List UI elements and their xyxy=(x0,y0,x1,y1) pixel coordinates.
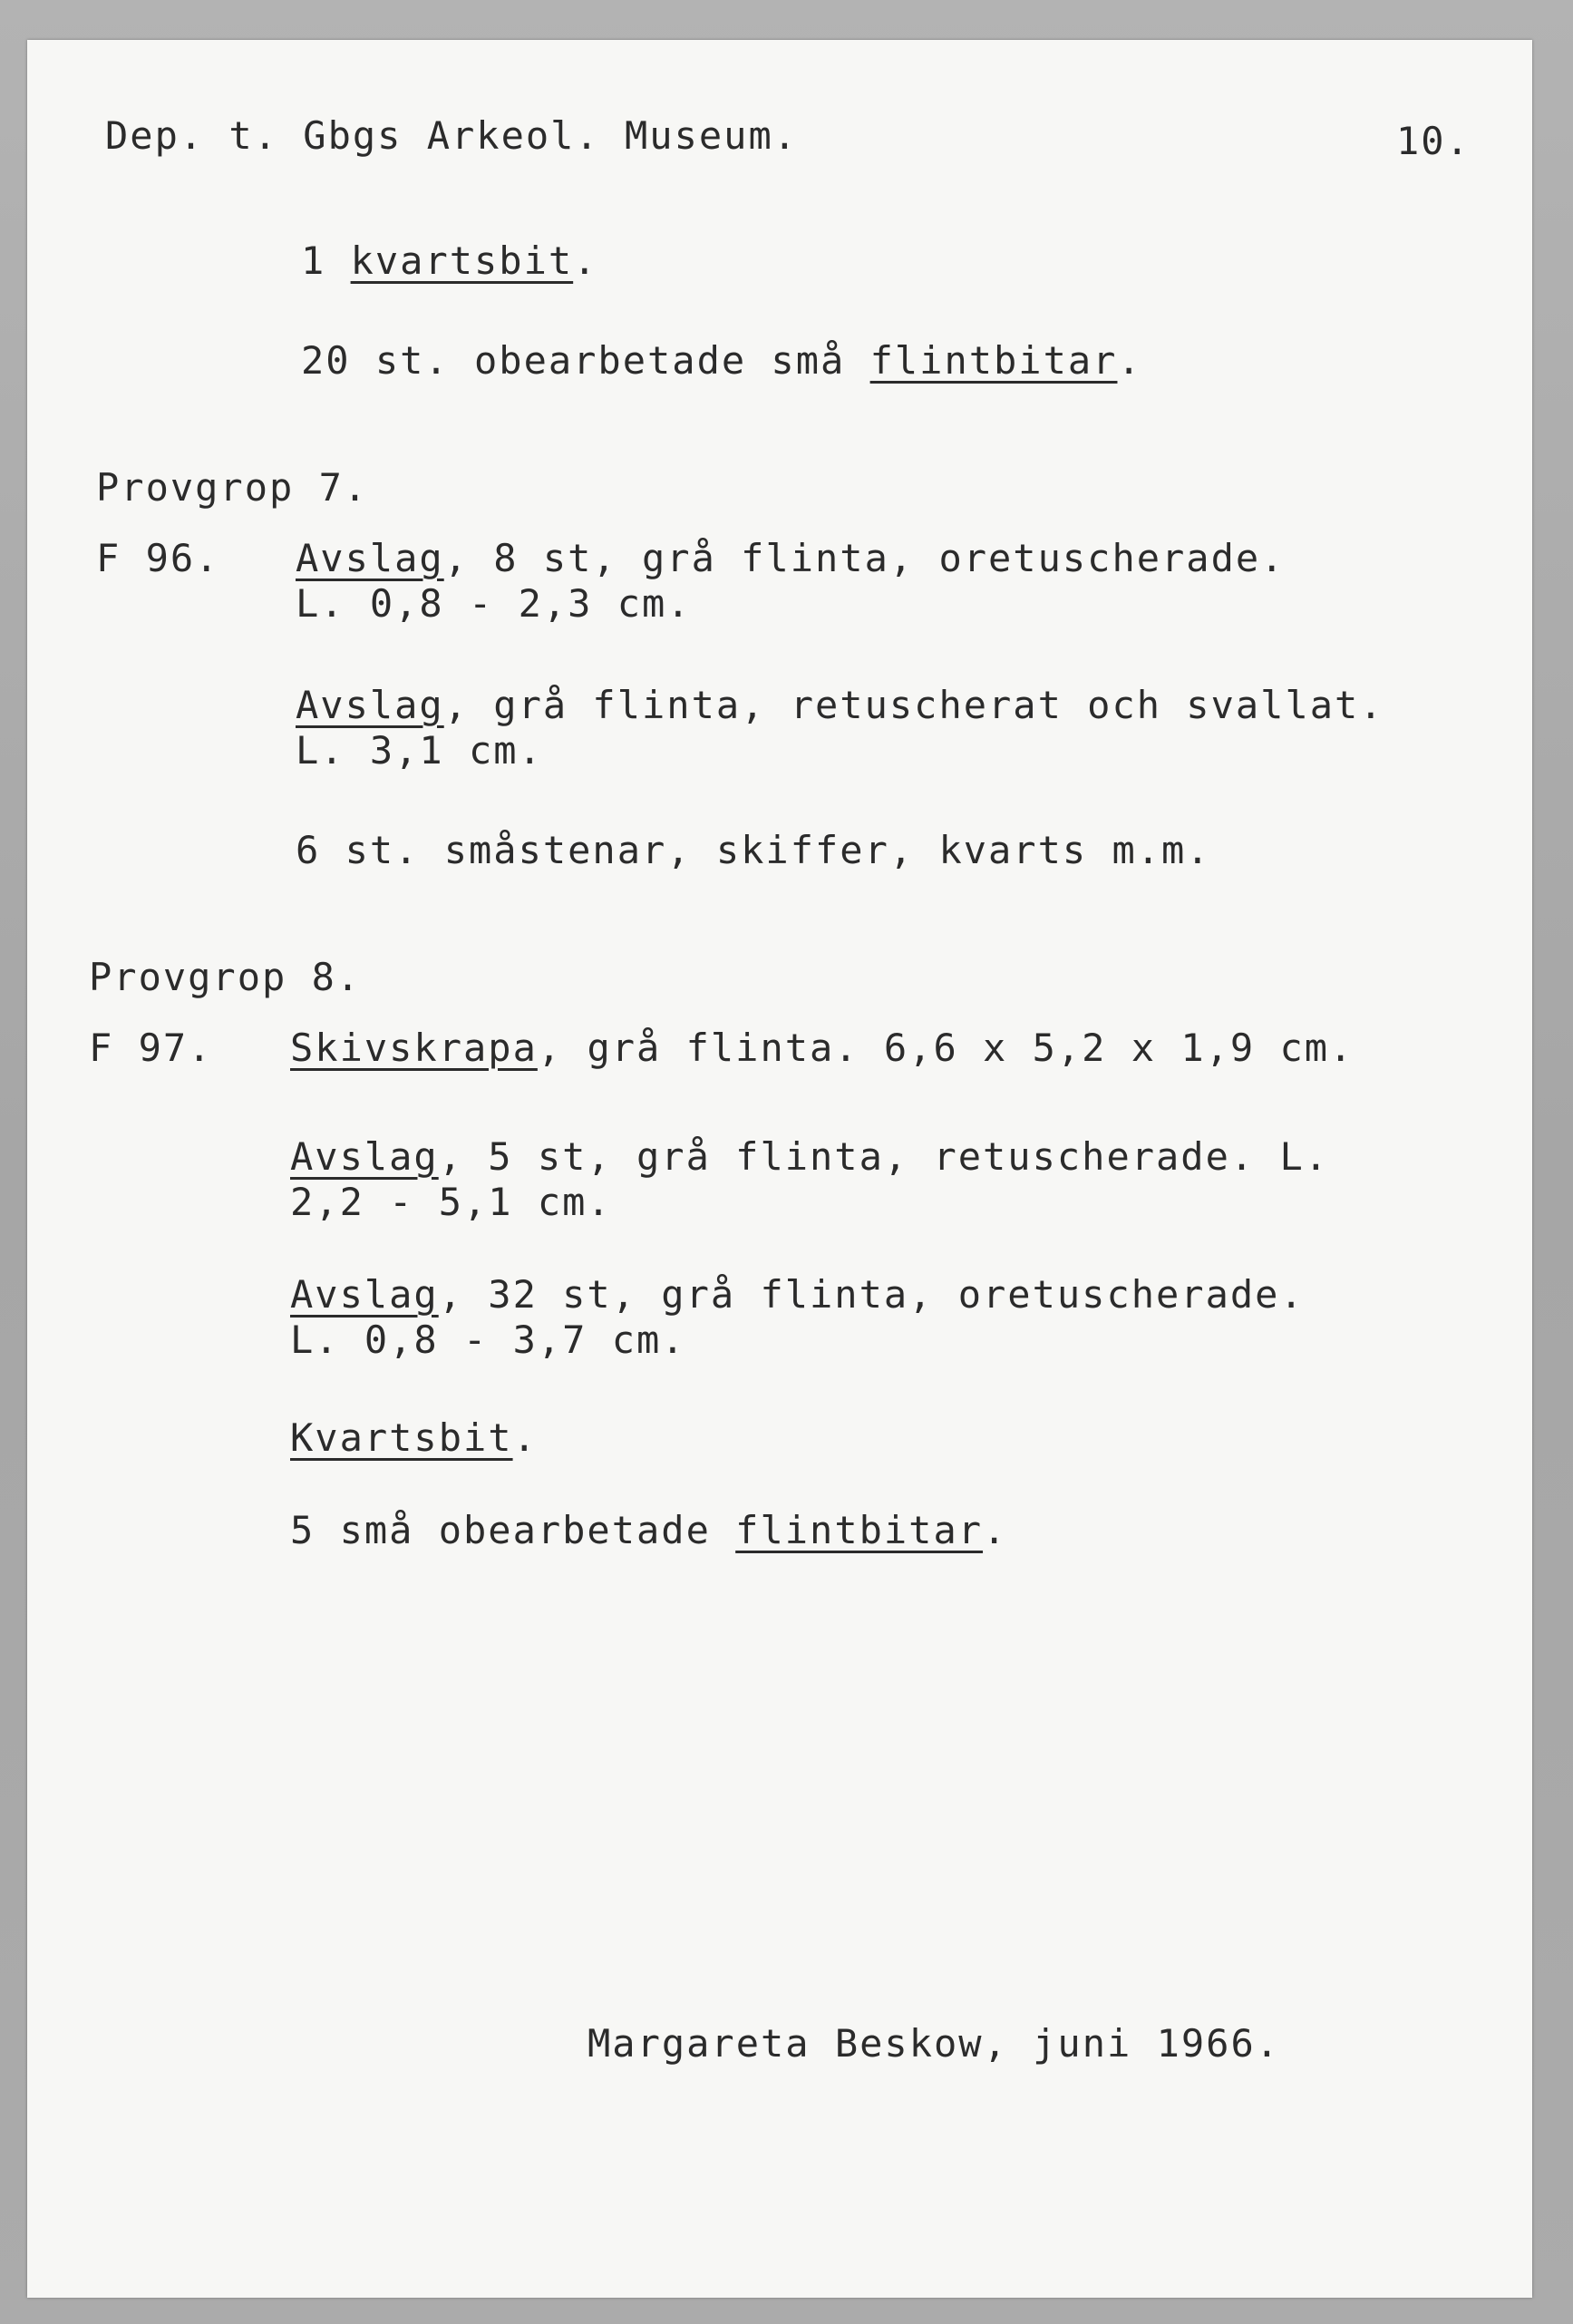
page-number: 10. xyxy=(1396,119,1471,163)
item-count: 20 st. obearbetade små xyxy=(301,338,846,383)
entry-term: flintbitar xyxy=(735,1508,984,1552)
intro-item xyxy=(301,339,1142,383)
entry-term: Avslag xyxy=(296,683,444,727)
entry-text: , 32 st, grå flinta, oretuscherade. xyxy=(438,1272,1305,1317)
signature-line: Margareta Beskow, juni 1966. xyxy=(587,2021,1281,2066)
entry-text: , 5 st, grå flinta, retuscherade. L. xyxy=(438,1134,1330,1179)
entry-text: , grå flinta, retuscherat och svallat. xyxy=(443,683,1384,727)
entry-measure: 2,2 - 5,1 cm. xyxy=(290,1180,612,1224)
item-term: kvartsbit xyxy=(350,238,574,283)
item-count: 1 xyxy=(301,238,326,283)
entry-text: , 8 st, grå flinta, oretuscherade. xyxy=(443,536,1286,580)
section-heading: Provgrop 7. xyxy=(96,465,369,510)
entry-term: Skivskrapa xyxy=(290,1026,538,1070)
item-term: flintbitar xyxy=(869,338,1118,383)
entry-term: Avslag xyxy=(290,1134,439,1179)
entry-measure: L. 0,8 - 3,7 cm. xyxy=(290,1318,686,1362)
catalog-number: F 97. xyxy=(89,1026,213,1070)
entry-measure: L. 0,8 - 2,3 cm. xyxy=(296,581,692,626)
entry-prefix: 5 små obearbetade xyxy=(290,1508,711,1552)
entry-term: Kvartsbit xyxy=(290,1415,513,1460)
entry-term: Avslag xyxy=(296,536,444,580)
entry-line xyxy=(290,1273,1305,1317)
intro-item xyxy=(301,239,597,283)
entry-line xyxy=(290,1416,538,1460)
entry-line: 6 st. småstenar, skiffer, kvarts m.m. xyxy=(296,828,1211,872)
entry-line xyxy=(296,684,1384,727)
section-heading: Provgrop 8. xyxy=(89,955,362,999)
catalog-number: F 96. xyxy=(96,536,220,580)
catalog-card xyxy=(27,40,1532,2298)
item-end: . xyxy=(1117,338,1142,383)
entry-text: . xyxy=(512,1415,538,1460)
institution-header: Dep. t. Gbgs Arkeol. Museum. xyxy=(105,113,799,158)
item-end: . xyxy=(573,238,598,283)
entry-text: . xyxy=(983,1508,1008,1552)
entry-text: , grå flinta. 6,6 x 5,2 x 1,9 cm. xyxy=(537,1026,1355,1070)
entry-term: Avslag xyxy=(290,1272,439,1317)
entry-line xyxy=(290,1509,1007,1552)
entry-line xyxy=(290,1026,1354,1070)
entry-line xyxy=(296,537,1285,580)
entry-line xyxy=(290,1135,1329,1179)
entry-measure: L. 3,1 cm. xyxy=(296,728,543,773)
